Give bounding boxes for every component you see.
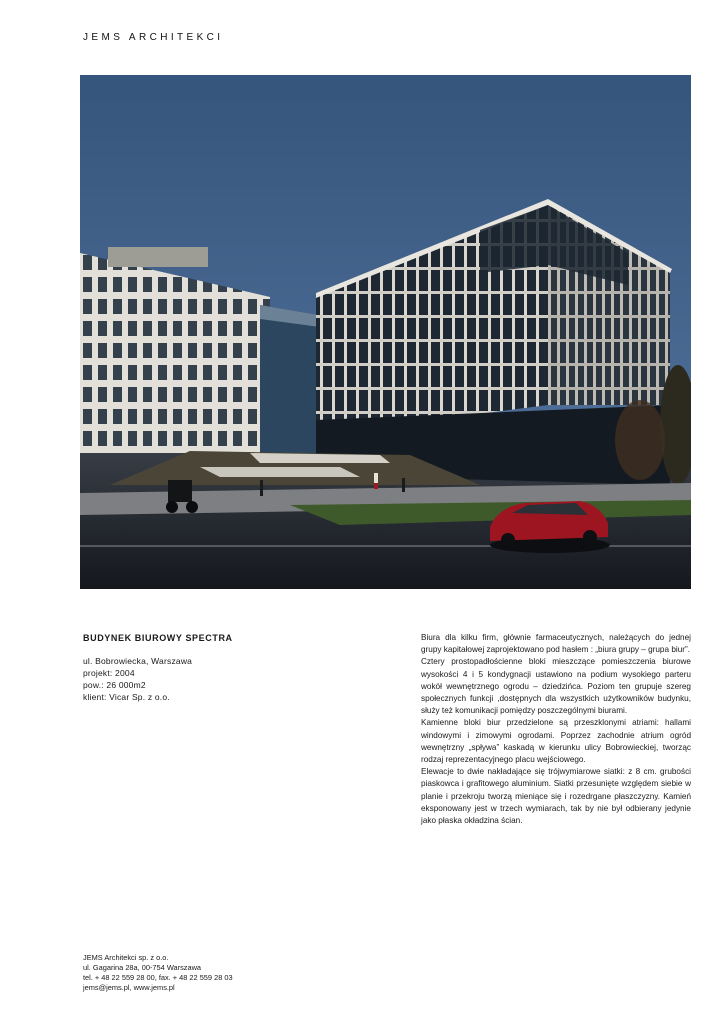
- project-area: pow.: 26 000m2: [83, 680, 146, 690]
- car-illustration: [490, 501, 610, 553]
- project-title: BUDYNEK BIUROWY SPECTRA: [83, 633, 233, 643]
- footer-address: ul. Gagarina 28a, 00-754 Warszawa: [83, 963, 202, 972]
- description-paragraph: Elewacje to dwie nakładające się trójwymiarowe siatki: z 8 cm. grubości piaskowca i grafitowego aluminium. Siatki przesunięte względem siebie w planie i przekroju tworzą mieniące się i rozedrgane płaszczyzny. Kamień eksponowany jest w trzech wymiarach, tak by nie był odbierany jedynie jako płaska okładzina ścian.: [421, 767, 691, 826]
- project-info: [83, 633, 383, 703]
- description-paragraph: Biura dla kilku firm, głównie farmaceutycznych, należących do jednej grupy kapitałowej zaprojektowano pod hasłem : „biura grupy – grupa biur”.: [421, 633, 691, 655]
- project-description: [421, 632, 691, 827]
- project-year: projekt: 2004: [83, 668, 135, 678]
- description-paragraph: Kamienne bloki biur przedzielone są przeszklonymi atriami: hallami windowymi i zimowymi ogrodami. Poprzez zachodnie atrium ogród wewnętrzny „spływa” kaskadą w kierunku ulicy Bobrowieckiej, tworząc rodzaj reprezentacyjnego placu wejściowego.: [421, 718, 691, 765]
- footer-company: JEMS Architekci sp. z o.o.: [83, 953, 169, 962]
- building-photo: [80, 75, 691, 589]
- footer-contact: [83, 953, 233, 993]
- brand-header: JEMS ARCHITEKCI: [83, 32, 224, 43]
- project-address: ul. Bobrowiecka, Warszawa: [83, 656, 193, 666]
- description-paragraph: Cztery prostopadłościenne bloki mieszczące pomieszczenia biurowe wysokości 4 i 5 kondygnacji ustawiono na podium wysokiego parteru wokół wewnętrznego ogrodu – dziedzińca. Poziom ten grupuje szereg społecznych funkcji ,dostępnych dla wszystkich użytkowników budynku, służy też komunikacji pomiędzy poszczególnymi biurami.: [421, 657, 691, 716]
- project-client: klient: Vicar Sp. z o.o.: [83, 692, 170, 702]
- footer-web[interactable]: jems@jems.pl, www.jems.pl: [83, 983, 175, 992]
- footer-phone: tel. + 48 22 559 28 00, fax. + 48 22 559 28 03: [83, 973, 233, 982]
